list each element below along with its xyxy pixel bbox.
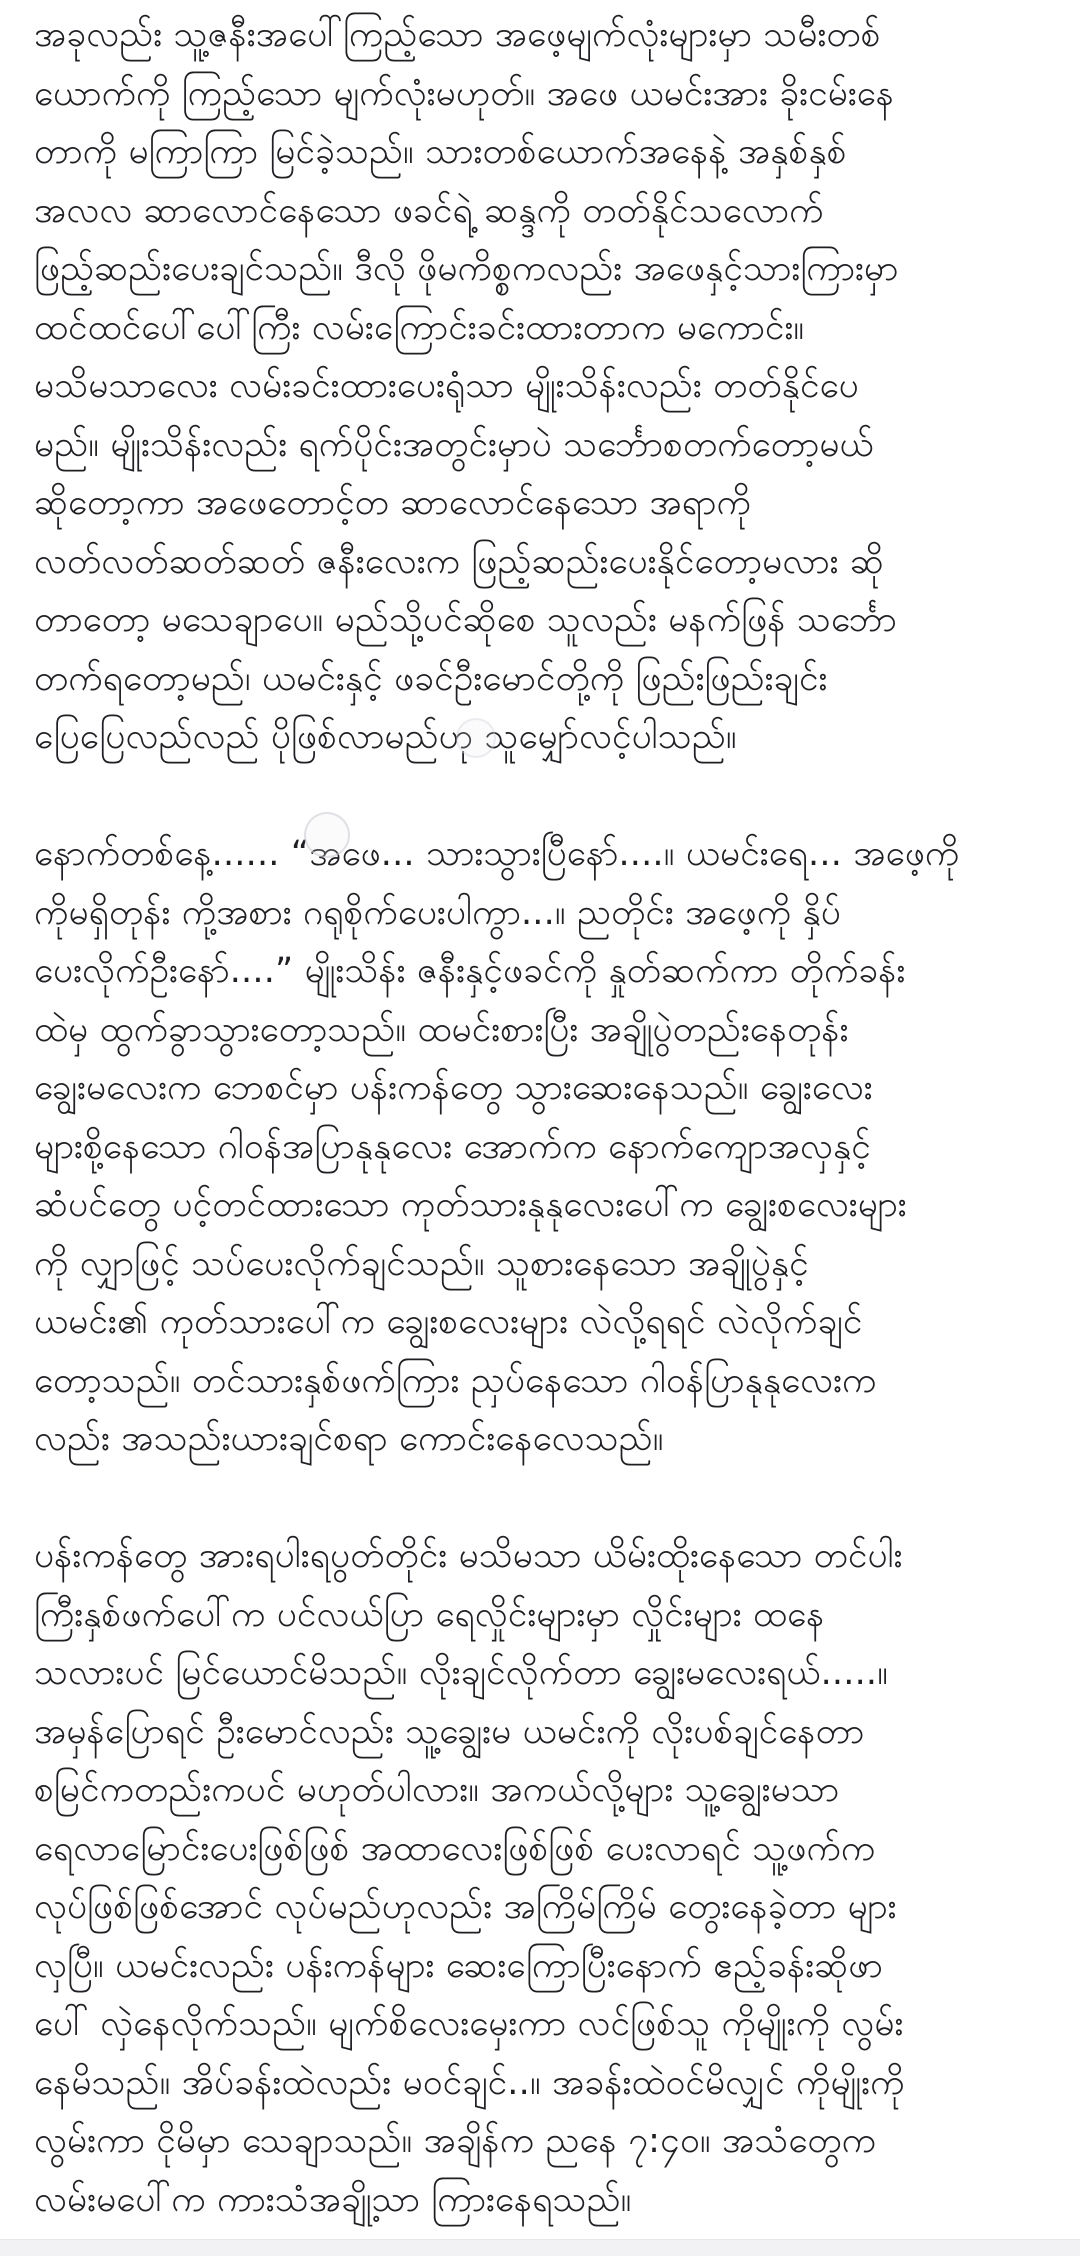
text-line: တာတော့ မသေချာပေ။ မည်သို့ပင်ဆိုစေ သူလည်း မနက်ဖြန် သင်္ဘော: [34, 600, 897, 640]
text-line: ဆိုတော့ကာ အဖေတောင့်တ ဆာလောင်နေသော အရာကို: [34, 483, 751, 523]
text-line: လတ်လတ်ဆတ်ဆတ် ဇနီးလေးက ဖြည့်ဆည်းပေးနိုင်တော့မလား ဆို: [34, 541, 884, 582]
text-line: ဖြည့်ဆည်းပေးချင်သည်။ ဒီလို ဖိုမကိစ္စကလည်း အဖေနှင့်သားကြားမှာ: [34, 249, 899, 289]
text-line: ရေလာမြောင်းပေးဖြစ်ဖြစ် အထာလေးဖြစ်ဖြစ် ပေးလာရင် သူ့ဖက်က: [34, 1828, 876, 1869]
touch-indicator: [456, 718, 496, 758]
bottom-edge-strip: [0, 2239, 1080, 2256]
paragraph-3: [34, 1527, 1046, 2229]
text-line: အခုလည်း သူ့ဇနီးအပေါ်ကြည့်သော အဖေ့မျက်လုံးများမှာ သမီးတစ်: [34, 15, 881, 55]
text-line: တာကို မကြာကြာ မြင်ခဲ့သည်။ သားတစ်ယောက်အနေနဲ့ အနှစ်နှစ်: [34, 132, 847, 172]
text-line: ထင်ထင်ပေါ်ပေါ်ကြီး လမ်းကြောင်းခင်းထားတာက မကောင်း။: [34, 307, 805, 348]
text-line: လုပ်ဖြစ်ဖြစ်အောင် လုပ်မည်ဟုလည်း အကြိမ်ကြိမ် တွေးနေခဲ့တာ များ: [34, 1887, 897, 1927]
text-line: ဆံပင်တွေ ပင့်တင်ထားသော ကုတ်သားနုနုလေးပေါ်က ချွေးစလေးများ: [34, 1185, 907, 1225]
text-line: နေမိသည်။ အိပ်ခန်းထဲလည်း မဝင်ချင်..။ အခန်းထဲဝင်မိလျှင် ကိုမျိုးကို: [34, 2062, 905, 2103]
text-line: လွမ်းကာ ငိုမိမှာ သေချာသည်။ အချိန်က ညနေ ၇:၄၀။ အသံတွေက: [34, 2121, 877, 2161]
text-line: ချွေးမလေးက ဘေစင်မှာ ပန်းကန်တွေ သွားဆေးနေသည်။ ချွေးလေး: [34, 1068, 873, 1108]
paragraph-2: [34, 825, 1046, 1469]
text-line: ပြေပြေလည်လည် ပိုဖြစ်လာမည်ဟု သူမျှော်လင့်ပါသည်။: [34, 717, 737, 757]
text-line: ထဲမှ ထွက်ခွာသွားတော့သည်။ ထမင်းစားပြီး အချိုပွဲတည်းနေတုန်း: [34, 1009, 849, 1050]
text-line: စမြင်ကတည်းကပင် မဟုတ်ပါလား။ အကယ်လို့များ သူ့ချွေးမသာ: [34, 1770, 840, 1810]
text-line: သလားပင် မြင်ယောင်မိသည်။ လိုးချင်လိုက်တာ ချွေးမလေးရယ်.....။: [34, 1653, 889, 1693]
text-line: ကို လျှာဖြင့် သပ်ပေးလိုက်ချင်သည်။ သူစားနေသော အချိုပွဲနှင့်: [34, 1243, 809, 1284]
text-line: မသိမသာလေး လမ်းခင်းထားပေးရုံသာ မျိုးသိန်းလည်း တတ်နိုင်ပေ: [34, 366, 859, 406]
text-line: ယောက်ကို ကြည့်သော မျက်လုံးမဟုတ်။ အဖေ ယမင်းအား ခိုးငမ်းနေ: [34, 73, 895, 114]
text-line: ပေါ် လှဲနေလိုက်သည်။ မျက်စိလေးမှေးကာ လင်ဖြစ်သူ ကိုမျိုးကို လွမ်း: [34, 2004, 904, 2044]
text-line: ပန်းကန်တွေ အားရပါးရပွတ်တိုင်း မသိမသာ ယိမ်းထိုးနေသော တင်ပါး: [34, 1536, 903, 1576]
text-line: တော့သည်။ တင်သားနှစ်ဖက်ကြား ညှပ်နေသော ဂါဝန်ပြာနုနုလေးက: [34, 1360, 877, 1401]
text-line: ကိုမရှိတုန်း ကို့အစား ဂရုစိုက်ပေးပါကွာ...။ ညတိုင်း အဖေ့ကို နှိပ်: [34, 892, 841, 933]
paragraph-gap: [34, 1469, 1046, 1528]
text-line: ပေးလိုက်ဦးနော်....” မျိုးသိန်း ဇနီးနှင့်ဖခင်ကို နှုတ်ဆက်ကာ တိုက်ခန်း: [34, 951, 906, 991]
text-line: လည်း အသည်းယားချင်စရာ ကောင်းနေလေသည်။: [34, 1419, 664, 1459]
text-line: နောက်တစ်နေ့...... “အဖေ... သားသွားပြီနော်....။ ယမင်းရေ... အဖေ့ကို: [34, 834, 960, 874]
text-line: ကြီးနှစ်ဖက်ပေါ်က ပင်လယ်ပြာ ရေလှိုင်းများမှာ လှိုင်းများ ထနေ: [34, 1594, 825, 1635]
text-line: ယမင်း၏ ကုတ်သားပေါ်က ချွေးစလေးများ လဲလို့ရရင် လဲလိုက်ချင်: [34, 1302, 863, 1342]
text-line: လမ်းမပေါ်က ကားသံအချို့သာ ကြားနေရသည်။: [34, 2179, 632, 2220]
paragraph-1: [34, 6, 1046, 767]
touch-indicator: [304, 812, 350, 858]
text-line: မည်။ မျိုးသိန်းလည်း ရက်ပိုင်းအတွင်းမှာပဲ သင်္ဘောစတက်တော့မယ်: [34, 424, 874, 465]
text-line: တက်ရတော့မည်၊ ယမင်းနှင့် ဖခင်ဦးမောင်တို့ကို ဖြည်းဖြည်းချင်း: [34, 658, 828, 699]
text-line: များစို့နေသော ဂါဝန်အပြာနုနုလေး အောက်က နောက်ကျောအလှနှင့်: [34, 1126, 871, 1167]
paragraph-gap: [34, 767, 1046, 826]
text-line: အလလ ဆာလောင်နေသော ဖခင်ရဲ့ ဆန္ဒကို တတ်နိုင်သလောက်: [34, 190, 824, 231]
text-line: လှပြီ။ ယမင်းလည်း ပန်းကန်များ ဆေးကြောပြီးနောက် ဧည့်ခန်းဆိုဖာ: [34, 1945, 883, 1986]
text-line: အမှန်ပြောရင် ဦးမောင်လည်း သူ့ချွေးမ ယမင်းကို လိုးပစ်ချင်နေတာ: [34, 1711, 865, 1752]
